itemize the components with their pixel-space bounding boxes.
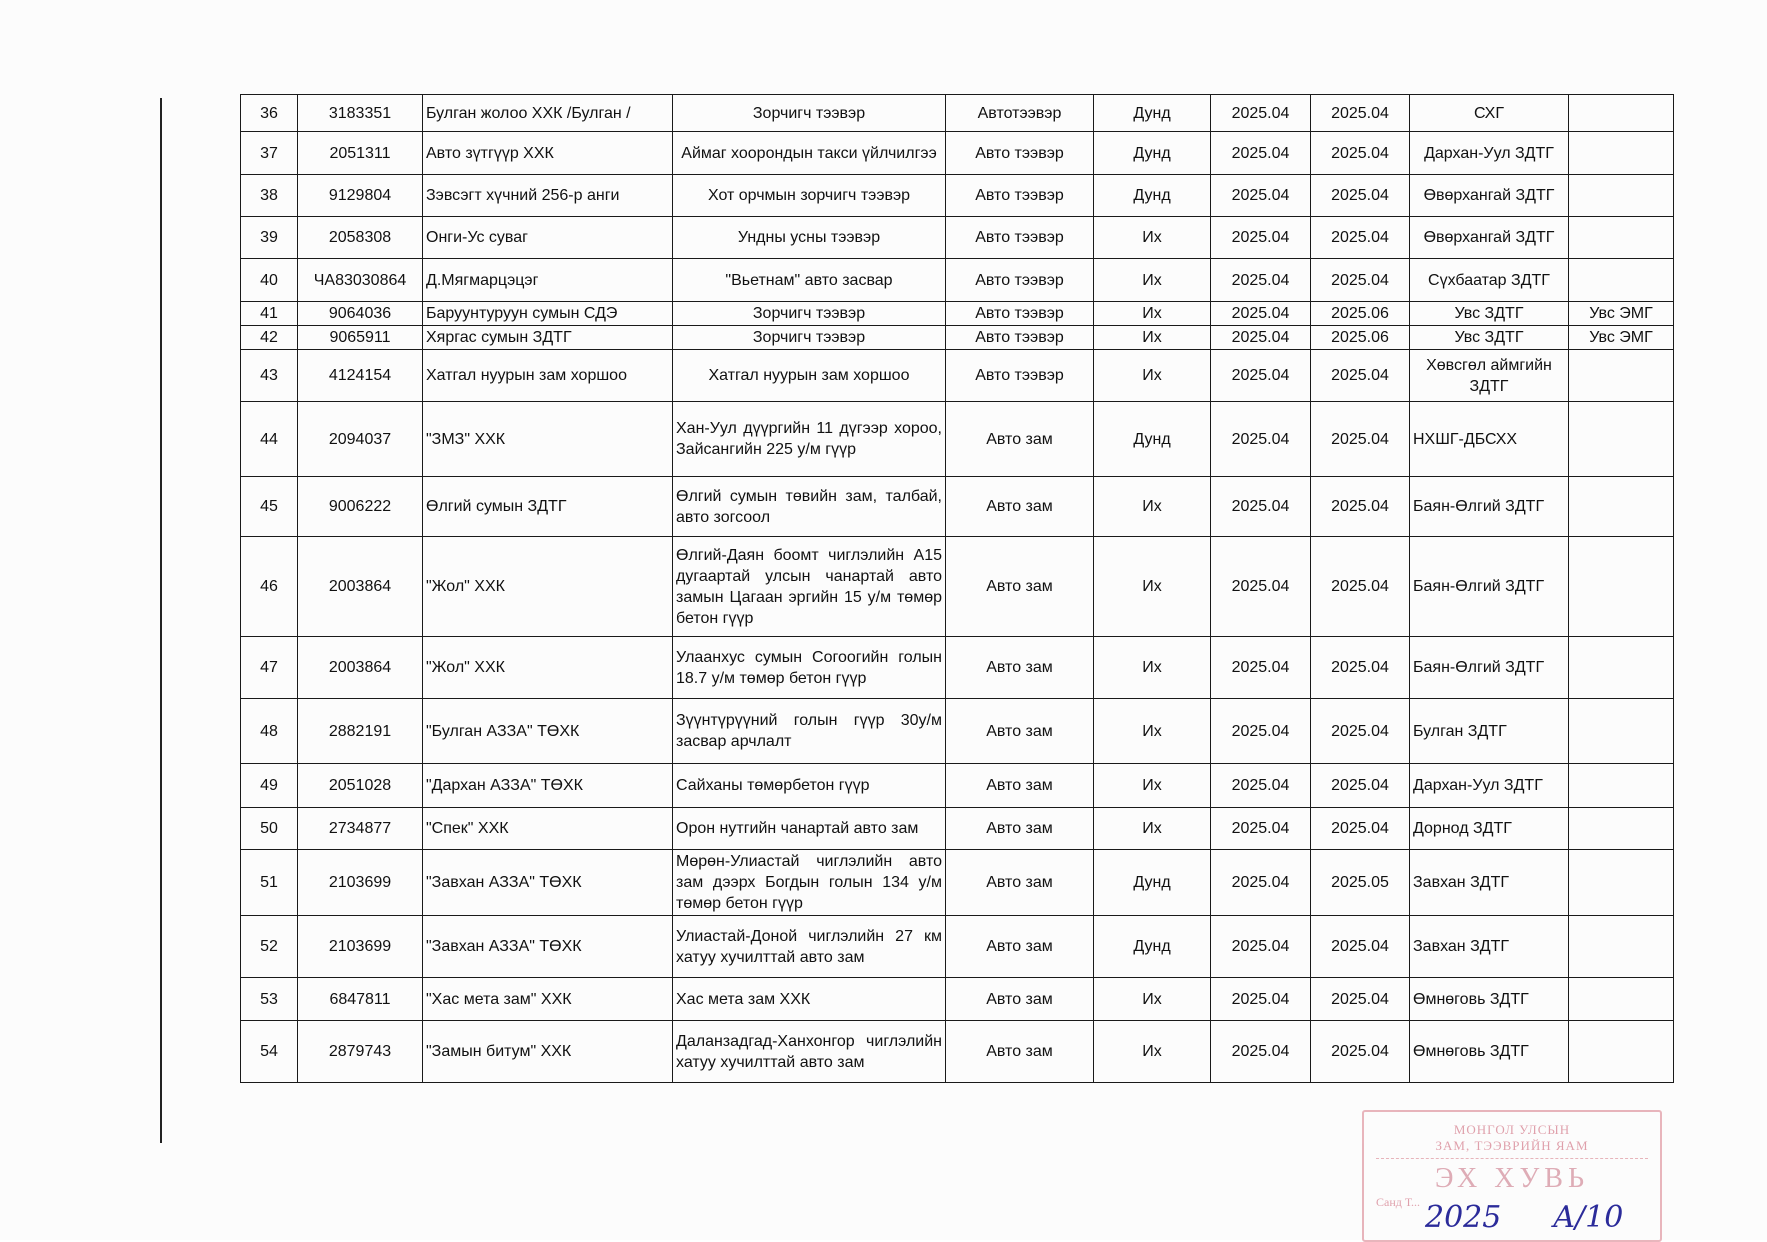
cell-organization: Хяргас сумын ЗДТГ — [423, 326, 673, 350]
cell-service: Хан-Уул дүүргийн 11 дүгээр хороо, Зайсангийн 225 у/м гүүр — [673, 402, 946, 477]
cell-code: 2103699 — [298, 916, 423, 978]
cell-number: 40 — [241, 259, 298, 302]
cell-code: 2051028 — [298, 764, 423, 808]
cell-number: 44 — [241, 402, 298, 477]
cell-end: 2025.04 — [1311, 808, 1410, 850]
cell-partner — [1569, 132, 1674, 175]
cell-authority: Дархан-Уул ЗДТГ — [1410, 764, 1569, 808]
cell-organization: Баруунтуруун сумын СДЭ — [423, 302, 673, 326]
cell-start: 2025.04 — [1211, 350, 1311, 402]
cell-partner — [1569, 175, 1674, 217]
cell-risk: Их — [1094, 217, 1211, 259]
cell-code: 2003864 — [298, 637, 423, 699]
cell-service: Зүүнтүрүүний голын гүүр 30у/м засвар арчлалт — [673, 699, 946, 764]
cell-end: 2025.04 — [1311, 1021, 1410, 1083]
cell-risk: Дунд — [1094, 95, 1211, 132]
cell-number: 49 — [241, 764, 298, 808]
cell-service: Улиастай-Доной чиглэлийн 27 км хатуу хучилттай авто зам — [673, 916, 946, 978]
cell-number: 50 — [241, 808, 298, 850]
cell-sector: Автотээвэр — [946, 95, 1094, 132]
cell-end: 2025.05 — [1311, 850, 1410, 916]
cell-authority: Баян-Өлгий ЗДТГ — [1410, 637, 1569, 699]
cell-authority: Увс ЗДТГ — [1410, 302, 1569, 326]
table-row — [241, 95, 1674, 132]
cell-authority: Дархан-Уул ЗДТГ — [1410, 132, 1569, 175]
cell-end: 2025.04 — [1311, 217, 1410, 259]
cell-end: 2025.06 — [1311, 326, 1410, 350]
cell-partner — [1569, 95, 1674, 132]
cell-number: 53 — [241, 978, 298, 1021]
cell-organization: "Спек" ХХК — [423, 808, 673, 850]
cell-sector: Авто тээвэр — [946, 350, 1094, 402]
table-row — [241, 850, 1674, 916]
cell-number: 46 — [241, 537, 298, 637]
cell-sector: Авто зам — [946, 699, 1094, 764]
cell-start: 2025.04 — [1211, 637, 1311, 699]
table-row — [241, 217, 1674, 259]
cell-end: 2025.04 — [1311, 95, 1410, 132]
cell-end: 2025.04 — [1311, 978, 1410, 1021]
cell-risk: Их — [1094, 808, 1211, 850]
cell-risk: Их — [1094, 477, 1211, 537]
cell-code: 9064036 — [298, 302, 423, 326]
cell-end: 2025.04 — [1311, 350, 1410, 402]
cell-risk: Дунд — [1094, 402, 1211, 477]
cell-organization: Зэвсэгт хүчний 256-р анги — [423, 175, 673, 217]
table-row — [241, 402, 1674, 477]
cell-code: 9129804 — [298, 175, 423, 217]
cell-start: 2025.04 — [1211, 402, 1311, 477]
table-row — [241, 326, 1674, 350]
cell-partner — [1569, 699, 1674, 764]
table-row — [241, 350, 1674, 402]
cell-start: 2025.04 — [1211, 302, 1311, 326]
cell-authority: Дорнод ЗДТГ — [1410, 808, 1569, 850]
cell-code: 9006222 — [298, 477, 423, 537]
cell-sector: Авто тээвэр — [946, 259, 1094, 302]
cell-start: 2025.04 — [1211, 916, 1311, 978]
cell-sector: Авто зам — [946, 916, 1094, 978]
table-row — [241, 699, 1674, 764]
cell-service: Хот орчмын зорчигч тээвэр — [673, 175, 946, 217]
cell-partner — [1569, 637, 1674, 699]
table-row — [241, 132, 1674, 175]
cell-organization: "Замын битум" ХХК — [423, 1021, 673, 1083]
cell-start: 2025.04 — [1211, 95, 1311, 132]
cell-risk: Дунд — [1094, 916, 1211, 978]
cell-sector: Авто тээвэр — [946, 217, 1094, 259]
cell-partner — [1569, 350, 1674, 402]
cell-number: 36 — [241, 95, 298, 132]
cell-authority: Өвөрхангай ЗДТГ — [1410, 217, 1569, 259]
cell-code: 2103699 — [298, 850, 423, 916]
signature-year: 2025 — [1425, 1200, 1502, 1235]
cell-service: Зорчигч тээвэр — [673, 302, 946, 326]
cell-partner — [1569, 916, 1674, 978]
table-row — [241, 637, 1674, 699]
cell-risk: Дунд — [1094, 175, 1211, 217]
cell-risk: Их — [1094, 259, 1211, 302]
cell-service: "Вьетнам" авто засвар — [673, 259, 946, 302]
cell-risk: Их — [1094, 637, 1211, 699]
cell-number: 37 — [241, 132, 298, 175]
cell-start: 2025.04 — [1211, 1021, 1311, 1083]
cell-number: 47 — [241, 637, 298, 699]
cell-start: 2025.04 — [1211, 326, 1311, 350]
stamp-divider — [1376, 1158, 1648, 1159]
cell-sector: Авто зам — [946, 1021, 1094, 1083]
cell-number: 43 — [241, 350, 298, 402]
cell-organization: "Жол" ХХК — [423, 637, 673, 699]
cell-service: Улаанхус сумын Согоогийн голын 18.7 у/м төмөр бетон гүүр — [673, 637, 946, 699]
cell-start: 2025.04 — [1211, 978, 1311, 1021]
cell-partner — [1569, 477, 1674, 537]
cell-authority: Өвөрхангай ЗДТГ — [1410, 175, 1569, 217]
table-row — [241, 916, 1674, 978]
cell-start: 2025.04 — [1211, 808, 1311, 850]
cell-authority: Завхан ЗДТГ — [1410, 916, 1569, 978]
cell-code: 2882191 — [298, 699, 423, 764]
cell-sector: Авто тээвэр — [946, 175, 1094, 217]
table-row — [241, 978, 1674, 1021]
registry-table — [240, 94, 1674, 1083]
cell-end: 2025.04 — [1311, 477, 1410, 537]
table-row — [241, 537, 1674, 637]
table-row — [241, 1021, 1674, 1083]
cell-code: 2734877 — [298, 808, 423, 850]
cell-sector: Авто зам — [946, 850, 1094, 916]
cell-partner — [1569, 259, 1674, 302]
cell-risk: Их — [1094, 350, 1211, 402]
cell-authority: Хөвсгөл аймгийн ЗДТГ — [1410, 350, 1569, 402]
cell-organization: Авто зүтгүүр ХХК — [423, 132, 673, 175]
cell-service: Даланзадгад-Ханхонгор чиглэлийн хатуу хучилттай авто зам — [673, 1021, 946, 1083]
cell-number: 39 — [241, 217, 298, 259]
cell-end: 2025.04 — [1311, 175, 1410, 217]
cell-end: 2025.04 — [1311, 132, 1410, 175]
cell-start: 2025.04 — [1211, 764, 1311, 808]
cell-number: 52 — [241, 916, 298, 978]
cell-service: Аймаг хоорондын такси үйлчилгээ — [673, 132, 946, 175]
cell-service: Хатгал нуурын зам хоршоо — [673, 350, 946, 402]
cell-risk: Их — [1094, 978, 1211, 1021]
cell-end: 2025.04 — [1311, 699, 1410, 764]
cell-partner — [1569, 537, 1674, 637]
cell-code: ЧА83030864 — [298, 259, 423, 302]
cell-authority: НХШГ-ДБСХХ — [1410, 402, 1569, 477]
cell-sector: Авто тээвэр — [946, 302, 1094, 326]
cell-partner — [1569, 1021, 1674, 1083]
signature-ref: A/10 — [1553, 1200, 1624, 1235]
cell-start: 2025.04 — [1211, 850, 1311, 916]
cell-organization: Хатгал нуурын зам хоршоо — [423, 350, 673, 402]
cell-sector: Авто зам — [946, 978, 1094, 1021]
cell-number: 51 — [241, 850, 298, 916]
cell-sector: Авто зам — [946, 808, 1094, 850]
table-row — [241, 477, 1674, 537]
cell-organization: "Завхан АЗЗА" ТӨХК — [423, 916, 673, 978]
cell-number: 41 — [241, 302, 298, 326]
table-row — [241, 808, 1674, 850]
margin-rule — [160, 98, 162, 1143]
cell-organization: "Дархан АЗЗА" ТӨХК — [423, 764, 673, 808]
table-body — [241, 95, 1674, 1083]
cell-service: Өлгий сумын төвийн зам, талбай, авто зогсоол — [673, 477, 946, 537]
cell-authority: Булган ЗДТГ — [1410, 699, 1569, 764]
cell-number: 45 — [241, 477, 298, 537]
cell-sector: Авто зам — [946, 477, 1094, 537]
cell-service: Өлгий-Даян боомт чиглэлийн А15 дугаартай улсын чанартай авто замын Цагаан эргийн 15 у/м төмөр бетон гүүр — [673, 537, 946, 637]
cell-organization: "Жол" ХХК — [423, 537, 673, 637]
table-row — [241, 175, 1674, 217]
cell-authority: Завхан ЗДТГ — [1410, 850, 1569, 916]
cell-start: 2025.04 — [1211, 477, 1311, 537]
cell-service: Сайханы төмөрбетон гүүр — [673, 764, 946, 808]
cell-end: 2025.06 — [1311, 302, 1410, 326]
cell-code: 4124154 — [298, 350, 423, 402]
cell-number: 42 — [241, 326, 298, 350]
cell-service: Мөрөн-Улиастай чиглэлийн авто зам дээрх Богдын голын 134 у/м төмөр бетон гүүр — [673, 850, 946, 916]
cell-start: 2025.04 — [1211, 132, 1311, 175]
cell-end: 2025.04 — [1311, 916, 1410, 978]
cell-risk: Их — [1094, 302, 1211, 326]
cell-partner — [1569, 764, 1674, 808]
cell-start: 2025.04 — [1211, 259, 1311, 302]
cell-code: 2094037 — [298, 402, 423, 477]
cell-partner: Увс ЭМГ — [1569, 326, 1674, 350]
cell-organization: "ЗМЗ" ХХК — [423, 402, 673, 477]
cell-code: 2879743 — [298, 1021, 423, 1083]
cell-authority: Баян-Өлгий ЗДТГ — [1410, 537, 1569, 637]
cell-end: 2025.04 — [1311, 764, 1410, 808]
cell-organization: Өлгий сумын ЗДТГ — [423, 477, 673, 537]
handwritten-signature — [1425, 1200, 1675, 1235]
cell-service: Зорчигч тээвэр — [673, 326, 946, 350]
cell-number: 48 — [241, 699, 298, 764]
cell-service: Зорчигч тээвэр — [673, 95, 946, 132]
cell-start: 2025.04 — [1211, 175, 1311, 217]
cell-risk: Их — [1094, 764, 1211, 808]
cell-organization: "Булган АЗЗА" ТӨХК — [423, 699, 673, 764]
cell-code: 2058308 — [298, 217, 423, 259]
cell-authority: СХГ — [1410, 95, 1569, 132]
cell-sector: Авто зам — [946, 402, 1094, 477]
cell-end: 2025.04 — [1311, 259, 1410, 302]
cell-end: 2025.04 — [1311, 637, 1410, 699]
stamp-line-1: МОНГОЛ УЛСЫН — [1453, 1122, 1571, 1137]
cell-partner — [1569, 217, 1674, 259]
cell-authority: Өмнөговь ЗДТГ — [1410, 978, 1569, 1021]
cell-service: Ундны усны тээвэр — [673, 217, 946, 259]
cell-start: 2025.04 — [1211, 699, 1311, 764]
cell-service: Орон нутгийн чанартай авто зам — [673, 808, 946, 850]
cell-code: 9065911 — [298, 326, 423, 350]
cell-risk: Их — [1094, 326, 1211, 350]
cell-sector: Авто тээвэр — [946, 132, 1094, 175]
cell-risk: Дунд — [1094, 132, 1211, 175]
cell-sector: Авто зам — [946, 637, 1094, 699]
stamp-line-3: ЭХ ХУВЬ — [1434, 1163, 1590, 1194]
cell-sector: Авто зам — [946, 764, 1094, 808]
cell-code: 2003864 — [298, 537, 423, 637]
cell-number: 54 — [241, 1021, 298, 1083]
cell-authority: Сүхбаатар ЗДТГ — [1410, 259, 1569, 302]
cell-authority: Өмнөговь ЗДТГ — [1410, 1021, 1569, 1083]
cell-code: 6847811 — [298, 978, 423, 1021]
cell-organization: Онги-Ус суваг — [423, 217, 673, 259]
cell-code: 2051311 — [298, 132, 423, 175]
cell-authority: Баян-Өлгий ЗДТГ — [1410, 477, 1569, 537]
cell-organization: Д.Мягмарцэцэг — [423, 259, 673, 302]
cell-partner — [1569, 808, 1674, 850]
stamp-line-2: ЗАМ, ТЭЭВРИЙН ЯАМ — [1435, 1138, 1589, 1153]
cell-authority: Увс ЗДТГ — [1410, 326, 1569, 350]
cell-risk: Их — [1094, 699, 1211, 764]
cell-start: 2025.04 — [1211, 537, 1311, 637]
cell-end: 2025.04 — [1311, 537, 1410, 637]
cell-partner — [1569, 850, 1674, 916]
cell-partner — [1569, 402, 1674, 477]
cell-service: Хас мета зам ХХК — [673, 978, 946, 1021]
table-row — [241, 764, 1674, 808]
cell-organization: "Завхан АЗЗА" ТӨХК — [423, 850, 673, 916]
cell-organization: Булган жолоо ХХК /Булган / — [423, 95, 673, 132]
cell-risk: Их — [1094, 1021, 1211, 1083]
cell-sector: Авто тээвэр — [946, 326, 1094, 350]
cell-organization: "Хас мета зам" ХХК — [423, 978, 673, 1021]
cell-risk: Их — [1094, 537, 1211, 637]
cell-sector: Авто зам — [946, 537, 1094, 637]
stamp-line-4: Санд Т... — [1376, 1195, 1420, 1209]
cell-code: 3183351 — [298, 95, 423, 132]
cell-risk: Дунд — [1094, 850, 1211, 916]
cell-number: 38 — [241, 175, 298, 217]
cell-partner — [1569, 978, 1674, 1021]
cell-end: 2025.04 — [1311, 402, 1410, 477]
table-row — [241, 259, 1674, 302]
cell-partner: Увс ЭМГ — [1569, 302, 1674, 326]
table-row — [241, 302, 1674, 326]
cell-start: 2025.04 — [1211, 217, 1311, 259]
